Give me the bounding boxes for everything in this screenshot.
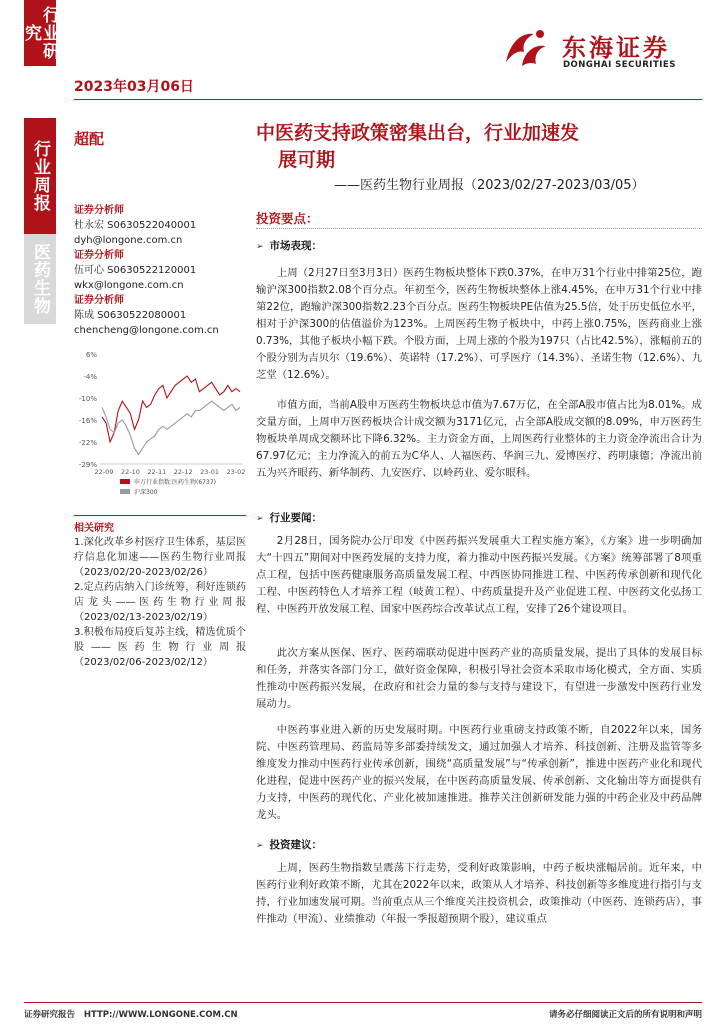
- chart-x-tick-label: 23-02: [226, 468, 246, 476]
- related-divider: [74, 515, 246, 516]
- analyst-label: 证券分析师: [74, 205, 124, 216]
- related-list: [74, 535, 246, 670]
- related-heading: 相关研究: [74, 523, 114, 534]
- chart-x-tick-label: 22-09: [94, 468, 114, 476]
- analyst-name-id: 杜永宏 S0630522040001: [74, 220, 197, 231]
- news-section-heading: [256, 510, 322, 525]
- rating-badge: 超配: [74, 130, 105, 148]
- chart-x-tick-label: 22-11: [147, 468, 167, 476]
- chart-legend-swatch: [120, 489, 130, 494]
- market-section-heading: [256, 238, 322, 253]
- report-title-line1: 中医药支持政策密集出台，行业加速发: [256, 122, 580, 144]
- footer-divider: [24, 1002, 702, 1003]
- side-tab-pharma-label: 医药生物: [30, 243, 50, 315]
- donghai-logo-icon: [500, 22, 554, 76]
- analyst-label: 证券分析师: [74, 295, 124, 306]
- brand-name-en: DONGHAI SECURITIES: [563, 60, 676, 70]
- market-paragraph-2: 市值方面，当前A股申万医药生物板块总市值为7.67万亿，在全部A股市值占比为8.01%。成交量方面，上周申万医药板块合计成交额为3171亿元，占全部A股成交额的8.09%，申万医药生物板块单周成交额环比下降6.32%。主力资金方面，上周医药行业整体的主力资金净流出合计为67.97亿元；主力净流入的前五为C华人、人福医药、华润三九、爱博医疗、药明康德；净流出前五为兴齐眼药、新华制药、九安医疗、以岭药业、爱尔眼科。: [256, 399, 702, 479]
- side-tab-weekly-report-label: 行业周报: [30, 140, 50, 212]
- chart-legend-label: 沪深300: [134, 489, 158, 496]
- chart-x-tick-label: 22-10: [120, 468, 140, 476]
- index-chart: [74, 346, 246, 508]
- chart-y-tick-label: 6%: [85, 351, 97, 359]
- analyst-label: 证券分析师: [74, 250, 124, 261]
- analyst-email[interactable]: wkx@longone.com.cn: [74, 280, 184, 291]
- chart-y-tick-label: -29%: [78, 461, 97, 469]
- chart-legend-label: 申万行业指数:医药生物(6737): [134, 479, 216, 486]
- report-date: 2023年03月06日: [74, 79, 194, 95]
- chart-x-tick-label: 22-12: [173, 468, 193, 476]
- advice-paragraph-1: 上周，医药生物指数呈震荡下行走势，受利好政策影响，中药子板块涨幅居前。近年来，中医药行业利好政策不断，尤其在2022年以来，政策从人才培养、科技创新等多维度进行指引与支持，行业加速发展可期。当前重点从三个维度关注投资机会，政策推动（中医药、连锁药店），事件推动（甲流）、业绩推动（年报一季报超预期个股），建议重点: [256, 862, 702, 925]
- chart-y-tick-label: -16%: [78, 417, 97, 425]
- index-chart-svg: [74, 346, 246, 508]
- chart-y-tick-label: -22%: [78, 439, 97, 447]
- arrow-bullet-icon: ➢: [256, 242, 264, 252]
- related-item[interactable]: 1.深化改革乡村医疗卫生体系，基层医疗信息化加速——医药生物行业周报（2023/02/20-2023/02/26）: [74, 537, 246, 578]
- analyst-name-id: 陈成 S0630522080001: [74, 310, 187, 321]
- footer-left[interactable]: 证券研究报告 HTTP://WWW.LONGONE.COM.CN: [24, 1010, 238, 1020]
- side-tab-industry-research: [21, 0, 59, 66]
- brand-name-cn: 东海证券: [562, 34, 670, 62]
- key-points-divider: [256, 228, 702, 230]
- chart-legend-swatch: [120, 479, 130, 484]
- market-paragraph-1: 上周（2月27日至3月3日）医药生物板块整体下跌0.37%，在申万31个行业中排第25位，跑输沪深300指数2.08个百分点。年初至今，医药生物板块整体上涨4.45%，在申万31个行业中排第22位，跑输沪深300指数2.23个百分点。医药生物板块PE估值为25.5倍，处于历史低位水平，相对于沪深300的估值溢价为123%。上周医药生物子板块中，中药上涨0.75%，医药商业上涨0.73%，其他子板块小幅下跌。个股方面，上周上涨的个股为197只（占比42.5%），涨幅前五的个股分别为吉贝尔（19.6%）、英诺特（17.2%）、可孚医疗（14.3%）、圣诺生物（12.6%）、九芝堂（12.6%）。: [256, 267, 702, 381]
- key-points-heading: 投资要点：: [256, 211, 319, 226]
- analyst-email[interactable]: dyh@longone.com.cn: [74, 235, 183, 246]
- market-heading-text: 市场表现：: [269, 240, 323, 252]
- side-tab-industry-research-label: 行业研究: [21, 6, 59, 60]
- news-paragraph-3: 中医药事业进入新的历史发展时期。中医药行业重磅支持政策不断，自2022年以来，国务院、中医药管理局、药监局等多部委持续发文，通过加强人才培养、科技创新、注册及监管等多维度发力推动中医药行业传承创新，围绕“高质量发展”与“传承创新”，推进中医药产业化和现代化进程，促进中医药产业的振兴发展，在中医药高质量发展、传承创新、文化输出等方面提供有力支持，中医药的现代化、产业化被加速推进。推荐关注创新研发能力强的中药企业及中药品牌龙头。: [256, 724, 702, 821]
- analyst-email[interactable]: chencheng@longone.com.cn: [74, 325, 219, 336]
- related-item[interactable]: 3.积极布局疫后复苏主线，精选优质个股——医药生物行业周报（2023/02/06-2023/02/12）: [74, 627, 246, 668]
- side-tab-weekly-report: [24, 118, 56, 234]
- news-paragraph-2: 此次方案从医保、医疗、医药端联动促进中医药产业的高质量发展，提出了具体的发展目标和任务，并落实各部门分工，做好资金保障，积极引导社会资本采取市场化模式，全方面、实质性推动中医药振兴发展，在政府和社会力量的参与支持与建设下，有望进一步激发中医药行业发展动力。: [256, 647, 702, 710]
- header-divider: [74, 99, 702, 100]
- chart-x-tick-label: 23-01: [200, 468, 220, 476]
- footer-right: 请务必仔细阅读正文后的所有说明和声明: [548, 1010, 702, 1020]
- news-paragraph-1: 2月28日，国务院办公厅印发《中医药振兴发展重大工程实施方案》，《方案》进一步明确加大“十四五”期间对中医药发展的支持力度，着力推动中医药振兴发展。《方案》统筹部署了8项重点工程，包括中医药健康服务高质量发展工程、中西医协同推进工程、中医药传承创新和现代化工程、中医药特色人才培养工程（岐黄工程）、中药质量提升及产业促进工程、中医药文化弘扬工程、中医药开放发展工程、国家中医药综合改革试点工程，安排了26个建设项目。: [256, 535, 702, 615]
- analyst-name-id: 伍可心 S0630522120001: [74, 265, 197, 276]
- brand-logo: [500, 22, 700, 78]
- chart-y-tick-label: -10%: [78, 395, 97, 403]
- related-item[interactable]: 2.定点药店纳入门诊统筹，利好连锁药店龙头——医药生物行业周报（2023/02/13-2023/02/19）: [74, 582, 246, 623]
- arrow-bullet-icon: ➢: [256, 841, 264, 851]
- report-title-line2: 展可期: [278, 149, 336, 171]
- arrow-bullet-icon: ➢: [256, 514, 264, 524]
- analyst-block: [74, 203, 244, 338]
- advice-heading-text: 投资建议：: [269, 839, 323, 851]
- chart-series-line-csi300: [102, 401, 240, 455]
- chart-series-line-pharma: [102, 376, 240, 442]
- chart-y-tick-label: -4%: [83, 373, 97, 381]
- report-subtitle: ——医药生物行业周报（2023/02/27-2023/03/05）: [334, 178, 645, 193]
- news-heading-text: 行业要闻：: [269, 512, 323, 524]
- advice-section-heading: [256, 837, 322, 852]
- side-tab-pharma: [24, 234, 56, 324]
